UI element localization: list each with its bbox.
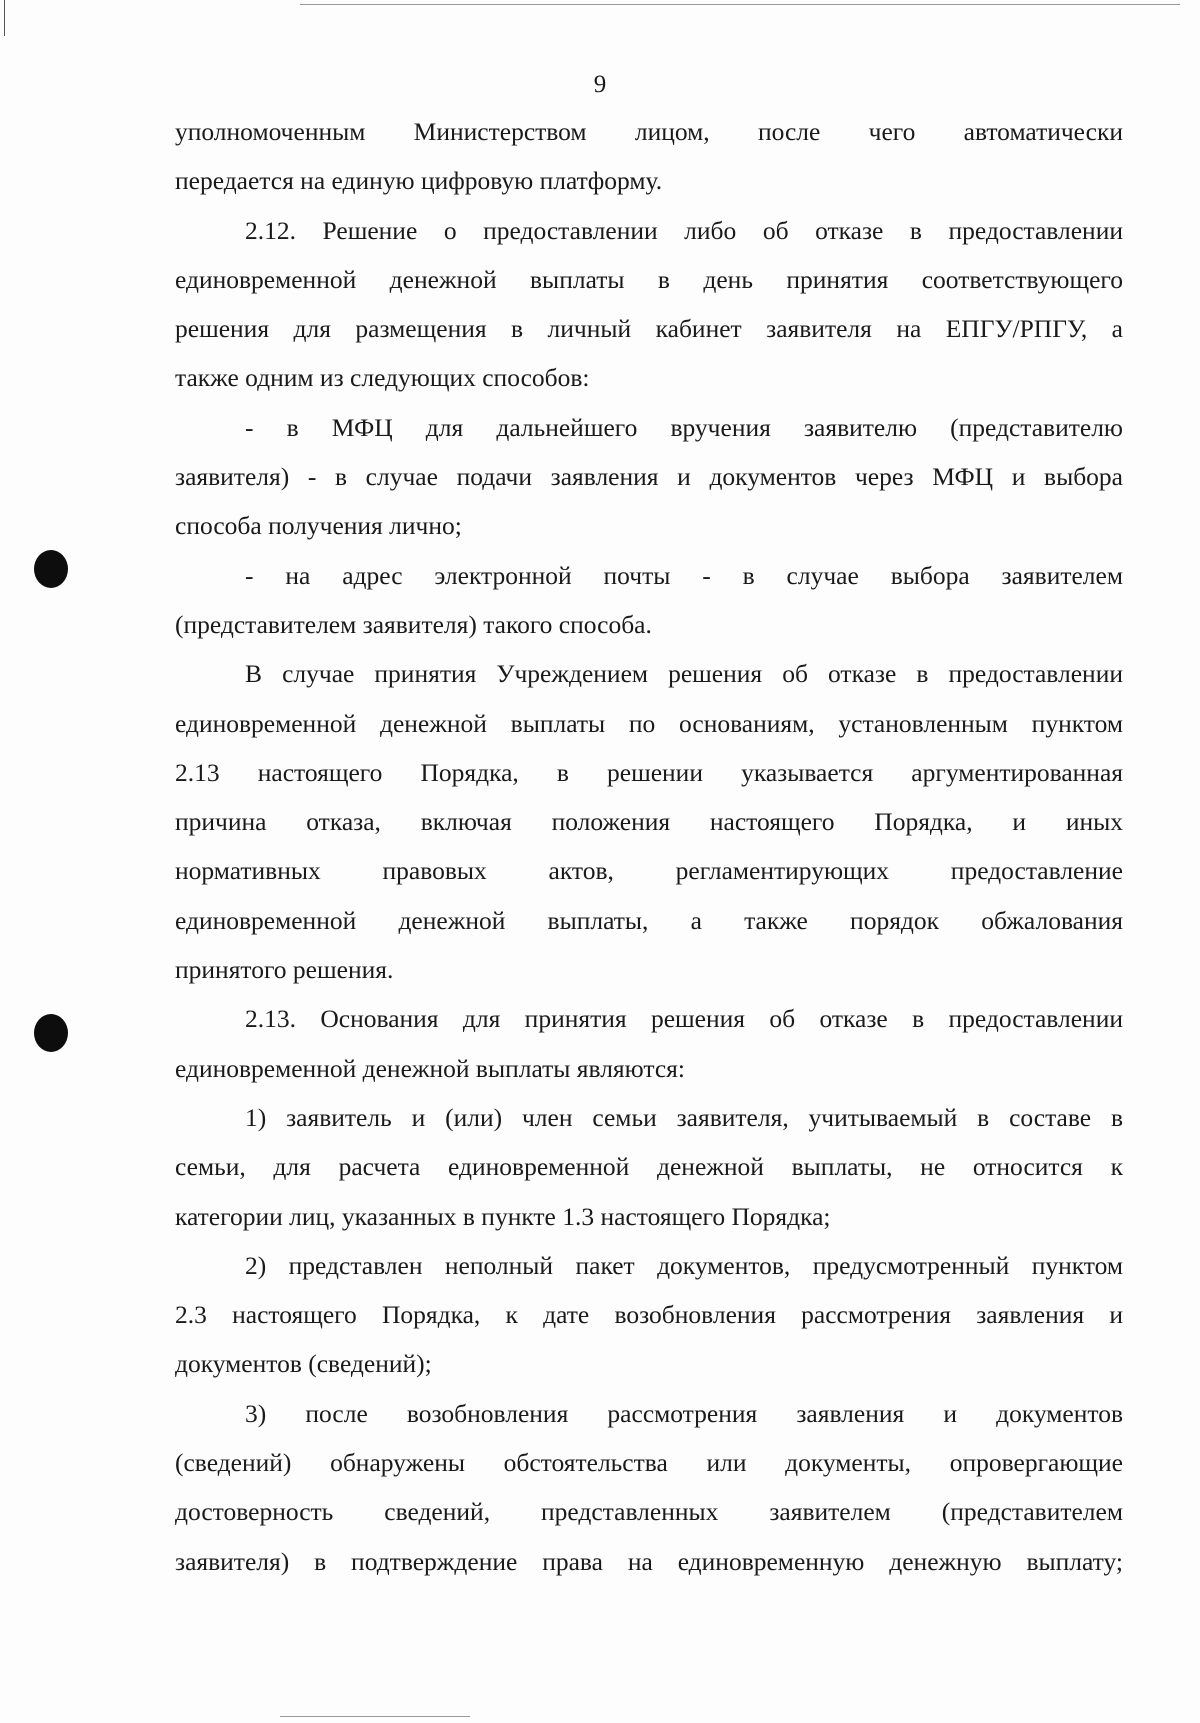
text-line: - в МФЦ для дальнейшего вручения заявителю (представителю: [245, 412, 1123, 442]
text-line: 2.12. Решение о предоставлении либо об отказе в предоставлении: [245, 215, 1123, 245]
text-line: (представителем заявителя) такого способа.: [175, 609, 652, 639]
paragraph: [175, 649, 1123, 994]
text-line: единовременной денежной выплаты по основаниям, установленным пунктом: [175, 708, 1123, 738]
text-line: семьи, для расчета единовременной денежной выплаты, не относится к: [175, 1152, 1123, 1182]
text-line: уполномоченным Министерством лицом, после чего автоматически: [175, 117, 1123, 146]
text-line: заявителя) в подтверждение права на единовременную денежную выплату;: [175, 1546, 1123, 1576]
paragraph: [175, 1093, 1123, 1241]
text-line: 2.13 настоящего Порядка, в решении указывается аргументированная: [175, 757, 1123, 787]
text-line: категории лиц, указанных в пункте 1.3 настоящего Порядка;: [175, 1201, 831, 1231]
text-line: единовременной денежной выплаты являются:: [175, 1053, 685, 1083]
paragraph: [175, 994, 1123, 1093]
text-line: 2) представлен неполный пакет документов, предусмотренный пунктом: [245, 1250, 1123, 1280]
text-line: 2.3 настоящего Порядка, к дате возобновления рассмотрения заявления и: [175, 1300, 1123, 1330]
page-number: 9: [593, 71, 607, 98]
text-line: 1) заявитель и (или) член семьи заявителя, учитываемый в составе в: [245, 1102, 1123, 1132]
paragraph: [175, 107, 1123, 206]
text-line: заявителя) - в случае подачи заявления и документов через МФЦ и выбора: [175, 462, 1123, 492]
text-line: решения для размещения в личный кабинет заявителя на ЕПГУ/РПГУ, а: [175, 314, 1123, 344]
scan-edge-line: [300, 4, 1180, 5]
paragraph: [175, 206, 1123, 403]
punch-hole: [34, 1014, 68, 1052]
text-line: В случае принятия Учреждением решения об отказе в предоставлении: [245, 659, 1123, 689]
text-line: единовременной денежной выплаты, а также порядок обжалования: [175, 905, 1123, 935]
scan-edge-line: [4, 0, 5, 36]
punch-hole: [34, 550, 68, 588]
scan-edge-line: [280, 1716, 470, 1717]
text-line: - на адрес электронной почты - в случае выбора заявителем: [245, 560, 1123, 590]
text-line: документов (сведений);: [175, 1349, 432, 1379]
paragraph: [175, 551, 1123, 650]
paragraph: [175, 1389, 1123, 1586]
text-line: причина отказа, включая положения настоящего Порядка, и иных: [175, 807, 1123, 837]
paragraph: [175, 403, 1123, 551]
text-line: передается на единую цифровую платформу.: [175, 166, 663, 196]
text-line: принятого решения.: [175, 955, 394, 985]
text-line: также одним из следующих способов:: [175, 363, 590, 393]
text-line: нормативных правовых актов, регламентирующих предоставление: [175, 856, 1123, 886]
text-line: 3) после возобновления рассмотрения заявления и документов: [245, 1398, 1123, 1428]
text-line: 2.13. Основания для принятия решения об отказе в предоставлении: [245, 1004, 1123, 1034]
text-line: (сведений) обнаружены обстоятельства или документы, опровергающие: [175, 1448, 1123, 1478]
text-line: способа получения лично;: [175, 511, 462, 541]
paragraph: [175, 1241, 1123, 1389]
document-body: [175, 107, 1123, 1586]
text-line: единовременной денежной выплаты в день принятия соответствующего: [175, 264, 1123, 294]
text-line: достоверность сведений, представленных заявителем (представителем: [175, 1497, 1123, 1527]
